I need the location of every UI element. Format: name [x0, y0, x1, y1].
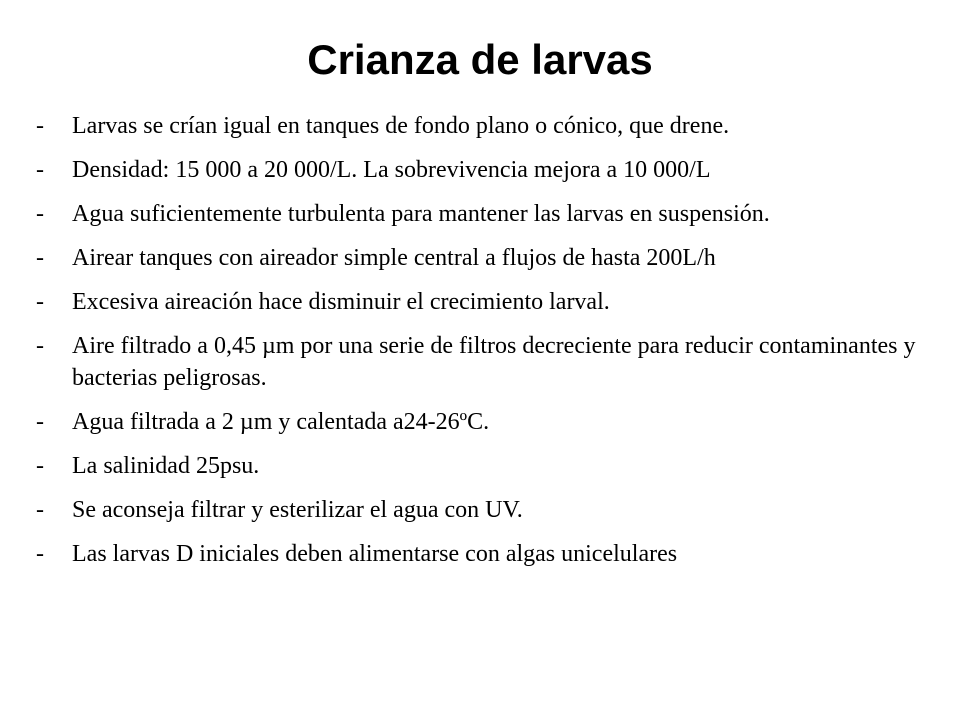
bullet-text: Densidad: 15 000 a 20 000/L. La sobrevivencia mejora a 10 000/L [72, 157, 711, 183]
bullet-text: Las larvas D iniciales deben alimentarse con algas unicelulares [72, 541, 678, 567]
bullet-dash: - [36, 113, 44, 139]
bullet-item [36, 406, 936, 438]
slide-title: Crianza de larvas [307, 36, 653, 83]
bullet-item [36, 154, 936, 186]
bullet-item [36, 450, 936, 482]
bullet-item [36, 198, 936, 230]
bullet-dash: - [36, 541, 44, 567]
bullet-item [36, 538, 936, 570]
bullet-text: Aire filtrado a 0,45 µm por una serie de filtros decreciente para reducir contaminantes y bacterias peligrosas. [72, 333, 916, 391]
bullet-item [36, 330, 936, 394]
bullet-dash: - [36, 157, 44, 183]
bullet-dash: - [36, 409, 44, 435]
bullet-text: Se aconseja filtrar y esterilizar el agua con UV. [72, 497, 523, 523]
bullet-text: Excesiva aireación hace disminuir el crecimiento larval. [72, 289, 610, 315]
bullet-item [36, 110, 936, 142]
bullet-list [36, 110, 936, 582]
bullet-dash: - [36, 289, 44, 315]
bullet-text: Agua filtrada a 2 µm y calentada a24-26ºC. [72, 409, 490, 435]
bullet-dash: - [36, 497, 44, 523]
bullet-dash: - [36, 453, 44, 479]
bullet-text: Larvas se crían igual en tanques de fondo plano o cónico, que drene. [72, 113, 730, 139]
bullet-dash: - [36, 201, 44, 227]
bullet-item [36, 286, 936, 318]
bullet-text: La salinidad 25psu. [72, 453, 260, 479]
bullet-dash: - [36, 245, 44, 271]
bullet-item [36, 494, 936, 526]
bullet-dash: - [36, 333, 44, 359]
bullet-item [36, 242, 936, 274]
bullet-text: Airear tanques con aireador simple central a flujos de hasta 200L/h [72, 245, 716, 271]
bullet-text: Agua suficientemente turbulenta para mantener las larvas en suspensión. [72, 201, 770, 227]
